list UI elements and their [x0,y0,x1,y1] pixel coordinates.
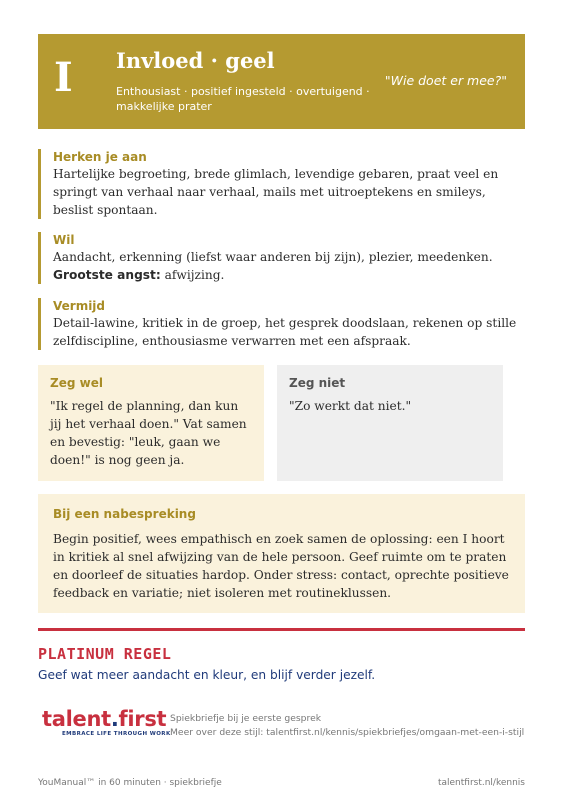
fear-label: Grootste angst: [53,268,161,282]
platinum-text: Geef wat meer aandacht en kleur, en blijf verder jezelf. [38,668,376,682]
section-heading: Wil [53,233,75,247]
style-header-band [38,34,525,129]
wants-text: Aandacht, erkenning (liefst waar anderen bij zijn), plezier, meedenken. [53,250,493,264]
info-link[interactable]: Meer over deze stijl: talentfirst.nl/kennis/spiekbriefjes/omgaan-met-een-i-stijl [170,727,525,738]
brand-name-a: talent [42,707,111,731]
debrief-heading: Bij een nabespreking [53,507,196,521]
brand-name-b: first [118,707,167,731]
section-heading: Vermijd [53,299,106,313]
divider [38,628,525,631]
page-title: Invloed · geel [116,48,275,73]
say-dont-box [277,365,503,481]
say-dont-body: "Zo werkt dat niet." [289,399,412,413]
section-body: Detail-lawine, kritiek in de groep, het gesprek doodslaan, rekenen op stille zelfdiscipline, enthousiasme verwarren met een afspraak. [53,316,517,348]
debrief-box [38,494,525,613]
fear-text: afwijzing. [160,268,225,282]
footer-left: YouManual™ in 60 minuten · spiekbriefje [38,778,222,788]
say-do-body: "Ik regel de planning, dan kun jij het verhaal doen." Vat samen en bevestig: "leuk, gaan we doen!" is nog geen ja. [50,399,247,467]
style-quote: "Wie doet er mee?" [384,73,507,88]
say-do-heading: Zeg wel [50,376,103,390]
info-line: Spiekbriefje bij je eerste gesprek [170,713,322,724]
brand-logo [42,707,166,731]
section-herken [38,149,528,219]
platinum-heading: PLATINUM REGEL [38,645,172,663]
brand-dot: . [110,707,119,731]
brand-tagline: EMBRACE LIFE THROUGH WORK [62,731,171,737]
section-heading: Herken je aan [53,150,147,164]
style-traits: Enthousiast · positief ingesteld · overtuigend · makkelijke prater [116,85,370,113]
debrief-body: Begin positief, wees empathisch en zoek samen de oplossing: een I hoort in kritiek al snel afwijzing van de hele persoon. Geef ruimte om te praten en doorleef de situaties hardop. Onder stress: contact, oprechte positieve feedback en variatie; niet isoleren met routineklussen. [53,532,509,600]
section-wil [38,232,528,284]
section-body [53,248,528,284]
style-letter: I [54,54,73,101]
say-dont-heading: Zeg niet [289,376,346,390]
section-vermijd [38,298,528,350]
section-body: Hartelijke begroeting, brede glimlach, levendige gebaren, praat veel en springt van verhaal naar verhaal, mails met uitroeptekens en smileys, beslist spontaan. [53,167,499,217]
say-do-box [38,365,264,481]
footer-link[interactable]: talentfirst.nl/kennis [437,778,525,788]
